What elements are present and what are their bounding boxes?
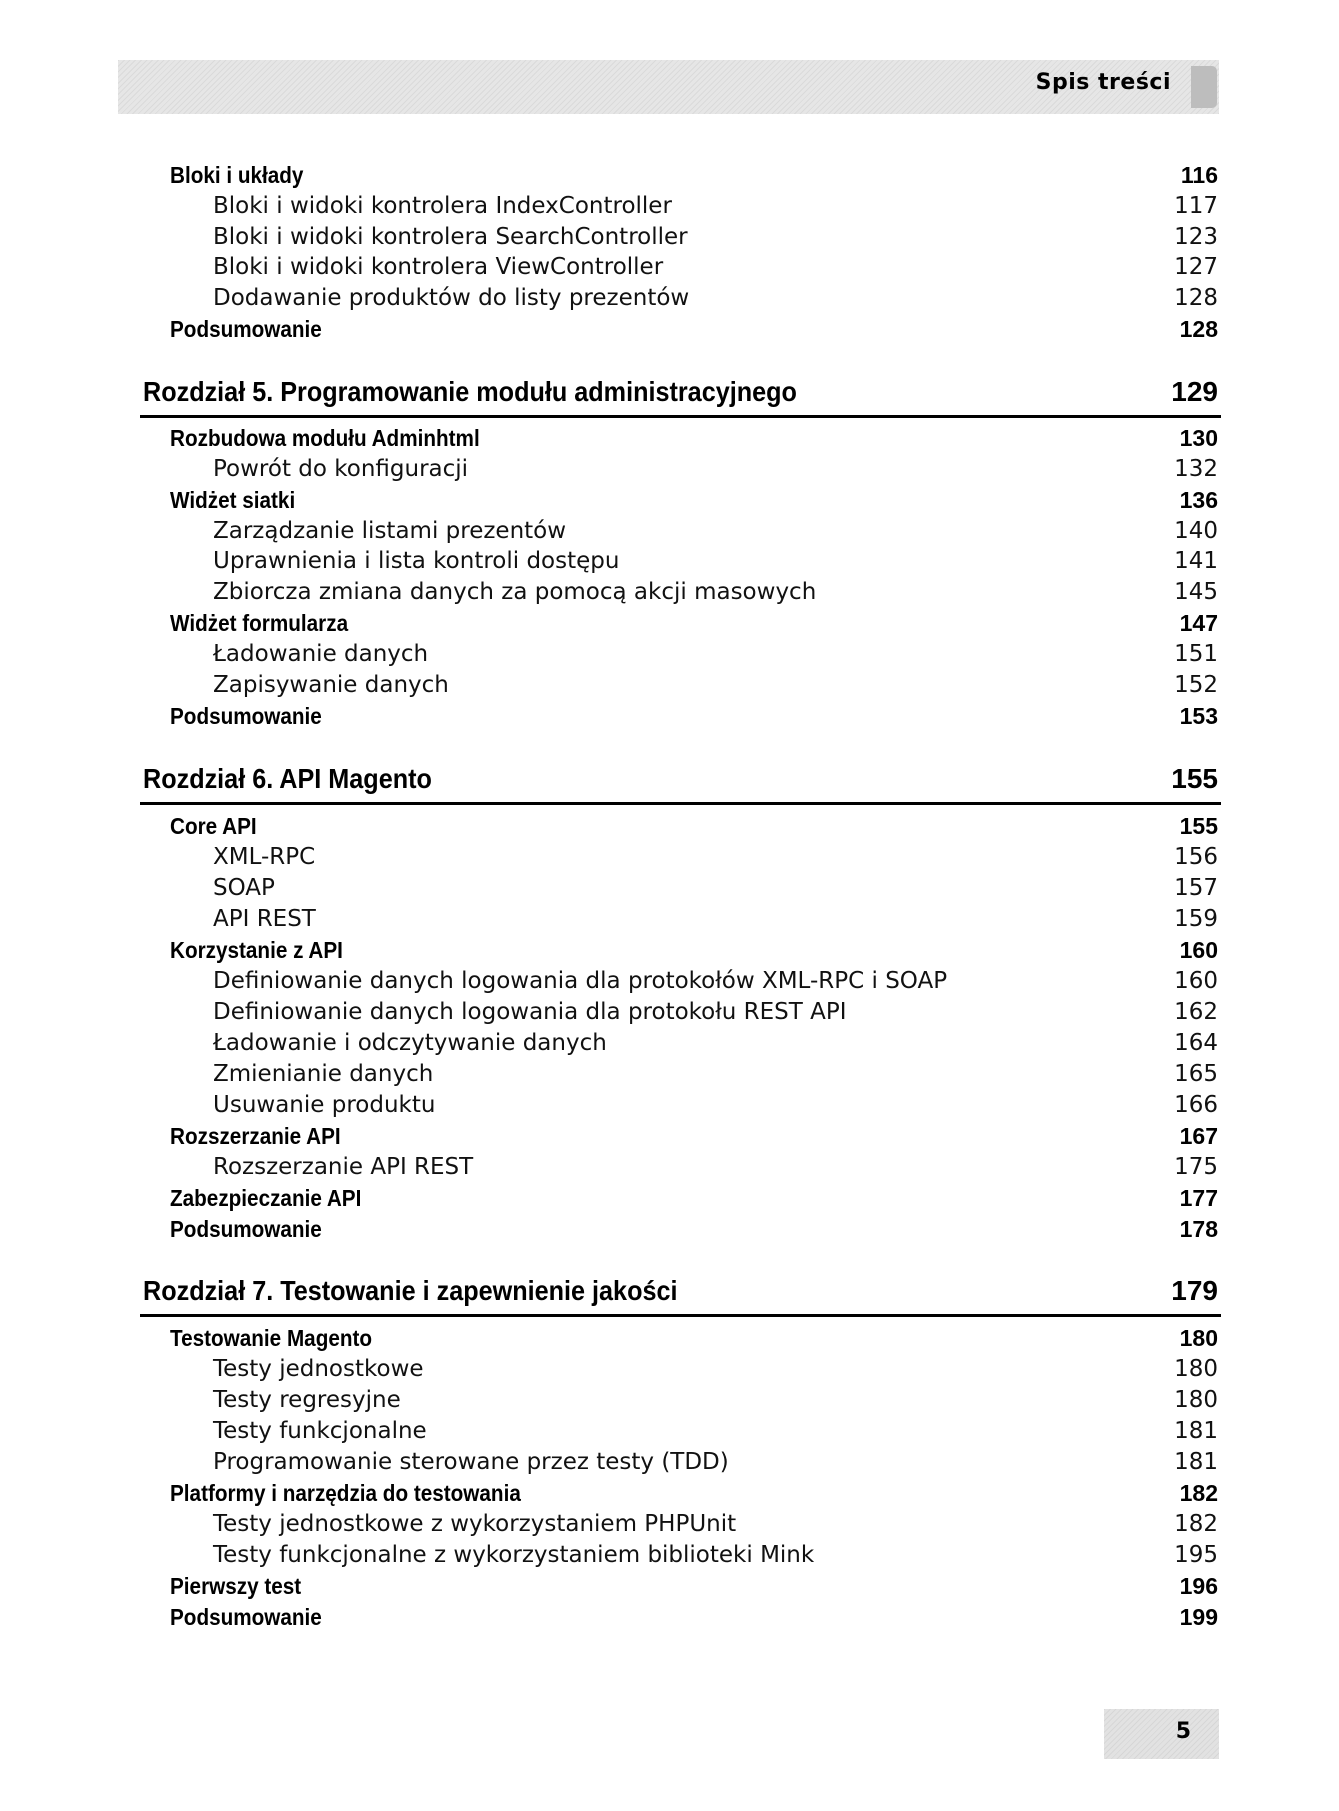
toc-chapter-title: Rozdział 7. Testowanie i zapewnienie jakości <box>143 1275 678 1306</box>
toc-section-title: Podsumowanie <box>170 1216 322 1242</box>
toc-page-number: 160 <box>1174 968 1218 994</box>
toc-page-number: 117 <box>1174 193 1218 219</box>
toc-section <box>0 935 1339 965</box>
toc-page-number: 145 <box>1174 579 1218 605</box>
toc-section-title: Podsumowanie <box>170 316 322 342</box>
toc-page-number: 116 <box>1180 162 1218 188</box>
toc-page-number: 151 <box>1174 641 1218 667</box>
toc-subsection <box>0 1509 1339 1539</box>
toc-section-title: Bloki i układy <box>170 162 304 188</box>
toc-section <box>0 1214 1339 1244</box>
toc-section-title: Podsumowanie <box>170 1604 322 1630</box>
toc-section <box>0 1121 1339 1151</box>
toc-subsection-title: Zmienianie danych <box>213 1061 434 1087</box>
chapter-rule <box>140 802 1221 805</box>
toc-chapter <box>140 1272 1221 1318</box>
toc-section <box>0 608 1339 638</box>
toc-page-number: 132 <box>1174 456 1218 482</box>
toc-page-number: 181 <box>1174 1418 1218 1444</box>
toc-subsection-title: Testy regresyjne <box>213 1387 401 1413</box>
toc-page-number: 128 <box>1179 316 1218 342</box>
toc-subsection-title: Testy funkcjonalne z wykorzystaniem biblioteki Mink <box>213 1542 815 1568</box>
toc-subsection <box>0 516 1339 546</box>
toc-subsection-title: Testy jednostkowe z wykorzystaniem PHPUnit <box>213 1511 737 1537</box>
toc-page-number: 141 <box>1174 548 1218 574</box>
toc-subsection <box>0 222 1339 252</box>
toc-section <box>0 1323 1339 1353</box>
toc-subsection-title: Zbiorcza zmiana danych za pomocą akcji masowych <box>213 579 817 605</box>
toc-subsection <box>0 252 1339 282</box>
toc-section <box>0 811 1339 841</box>
header-tab-decoration <box>1191 66 1217 108</box>
toc-page-number: 162 <box>1174 999 1218 1025</box>
toc-subsection <box>0 546 1339 576</box>
toc-subsection-title: Ładowanie i odczytywanie danych <box>213 1030 607 1056</box>
toc-subsection-title: Bloki i widoki kontrolera ViewController <box>213 254 664 280</box>
toc-subsection-title: Uprawnienia i lista kontroli dostępu <box>213 548 620 574</box>
toc-page-number: 180 <box>1174 1387 1218 1413</box>
toc-subsection-title: SOAP <box>213 875 275 901</box>
toc-subsection <box>0 454 1339 484</box>
toc-page-number: 155 <box>1179 813 1218 839</box>
toc-page-number: 182 <box>1179 1480 1218 1506</box>
toc-page-number: 177 <box>1179 1185 1218 1211</box>
toc-subsection-title: Zapisywanie danych <box>213 672 449 698</box>
toc-page-number: 180 <box>1179 1325 1218 1351</box>
toc-subsection-title: Programowanie sterowane przez testy (TDD) <box>213 1449 729 1475</box>
toc-subsection-title: Bloki i widoki kontrolera SearchController <box>213 224 688 250</box>
toc-subsection-title: Zarządzanie listami prezentów <box>213 518 567 544</box>
toc-page-number: 180 <box>1174 1356 1218 1382</box>
toc-page-number: 153 <box>1179 703 1218 729</box>
toc-page-number: 199 <box>1179 1604 1218 1630</box>
toc-section-title: Core API <box>170 813 257 839</box>
toc-page-number: 164 <box>1174 1030 1218 1056</box>
toc-subsection <box>0 639 1339 669</box>
toc-section-title: Zabezpieczanie API <box>170 1185 362 1211</box>
toc-subsection <box>0 670 1339 700</box>
toc-page-number: 130 <box>1179 425 1218 451</box>
toc-subsection <box>0 1385 1339 1415</box>
toc-chapter <box>140 373 1221 419</box>
toc-section-title: Rozbudowa modułu Adminhtml <box>170 425 480 451</box>
toc-page-number: 165 <box>1174 1061 1218 1087</box>
page-number: 5 <box>1175 1719 1191 1744</box>
toc-section <box>0 314 1339 344</box>
toc-page-number: 178 <box>1179 1216 1218 1242</box>
toc-section <box>0 1478 1339 1508</box>
toc-page-number: 147 <box>1179 610 1218 636</box>
toc-section-title: Widżet formularza <box>170 610 349 636</box>
toc-subsection <box>0 1354 1339 1384</box>
chapter-rule <box>140 1314 1221 1317</box>
toc-subsection <box>0 1090 1339 1120</box>
toc-page-number: 157 <box>1174 875 1218 901</box>
running-header <box>118 60 1219 114</box>
toc-subsection <box>0 966 1339 996</box>
toc-page-number: 152 <box>1174 672 1218 698</box>
toc-page-number: 136 <box>1179 487 1218 513</box>
toc-section-title: Platformy i narzędzia do testowania <box>170 1480 521 1506</box>
toc-page-number: 127 <box>1174 254 1218 280</box>
toc-subsection <box>0 997 1339 1027</box>
toc-section <box>0 423 1339 453</box>
toc-section <box>0 485 1339 515</box>
toc-page-number: 129 <box>1171 376 1218 407</box>
toc-subsection-title: Dodawanie produktów do listy prezentów <box>213 285 690 311</box>
toc-subsection <box>0 1152 1339 1182</box>
toc-subsection-title: Testy jednostkowe <box>213 1356 424 1382</box>
toc-section <box>0 1571 1339 1601</box>
toc-subsection <box>0 842 1339 872</box>
toc-page-number: 181 <box>1174 1449 1218 1475</box>
toc-page-number: 167 <box>1179 1123 1218 1149</box>
toc-section <box>0 160 1339 190</box>
toc-page-number: 196 <box>1179 1573 1218 1599</box>
toc-subsection-title: Definiowanie danych logowania dla protokołów XML-RPC i SOAP <box>213 968 948 994</box>
toc-page-number: 128 <box>1174 285 1218 311</box>
toc-subsection <box>0 1540 1339 1570</box>
toc-subsection <box>0 904 1339 934</box>
toc-subsection-title: Bloki i widoki kontrolera IndexController <box>213 193 672 219</box>
toc-section <box>0 701 1339 731</box>
toc-section-title: Korzystanie z API <box>170 937 343 963</box>
toc-page-number: 140 <box>1174 518 1218 544</box>
toc-subsection <box>0 1059 1339 1089</box>
toc-page-number: 182 <box>1174 1511 1218 1537</box>
toc-section-title: Widżet siatki <box>170 487 296 513</box>
toc-page-number: 195 <box>1174 1542 1218 1568</box>
toc-section-title: Pierwszy test <box>170 1573 302 1599</box>
toc-subsection-title: Usuwanie produktu <box>213 1092 436 1118</box>
toc-subsection-title: Definiowanie danych logowania dla protokołu REST API <box>213 999 847 1025</box>
toc-page-number: 159 <box>1174 906 1218 932</box>
toc-subsection-title: Powrót do konfiguracji <box>213 456 469 482</box>
toc-page-number: 160 <box>1179 937 1218 963</box>
toc-subsection-title: XML-RPC <box>213 844 316 870</box>
running-header-title: Spis treści <box>1035 70 1171 95</box>
toc-subsection <box>0 283 1339 313</box>
toc-chapter-title: Rozdział 6. API Magento <box>143 763 432 794</box>
toc-subsection-title: Testy funkcjonalne <box>213 1418 427 1444</box>
toc-subsection <box>0 1028 1339 1058</box>
toc-page-number: 123 <box>1174 224 1218 250</box>
toc-subsection <box>0 873 1339 903</box>
toc-section <box>0 1183 1339 1213</box>
toc-section-title: Podsumowanie <box>170 703 322 729</box>
toc-page-number: 175 <box>1174 1154 1218 1180</box>
toc-chapter-title: Rozdział 5. Programowanie modułu administracyjnego <box>143 376 797 407</box>
toc-page-number: 166 <box>1174 1092 1218 1118</box>
toc-chapter <box>140 760 1221 806</box>
toc-subsection <box>0 191 1339 221</box>
toc-page-number: 179 <box>1171 1275 1218 1306</box>
toc-subsection <box>0 577 1339 607</box>
toc-subsection-title: API REST <box>213 906 316 932</box>
chapter-rule <box>140 415 1221 418</box>
toc-subsection-title: Ładowanie danych <box>213 641 429 667</box>
toc-section-title: Testowanie Magento <box>170 1325 373 1351</box>
toc-subsection <box>0 1447 1339 1477</box>
toc-page-number: 155 <box>1171 763 1218 794</box>
toc-subsection <box>0 1416 1339 1446</box>
toc-section <box>0 1602 1339 1632</box>
page-footer <box>1104 1709 1219 1759</box>
toc-subsection-title: Rozszerzanie API REST <box>213 1154 474 1180</box>
toc-page-number: 156 <box>1174 844 1218 870</box>
toc-section-title: Rozszerzanie API <box>170 1123 341 1149</box>
